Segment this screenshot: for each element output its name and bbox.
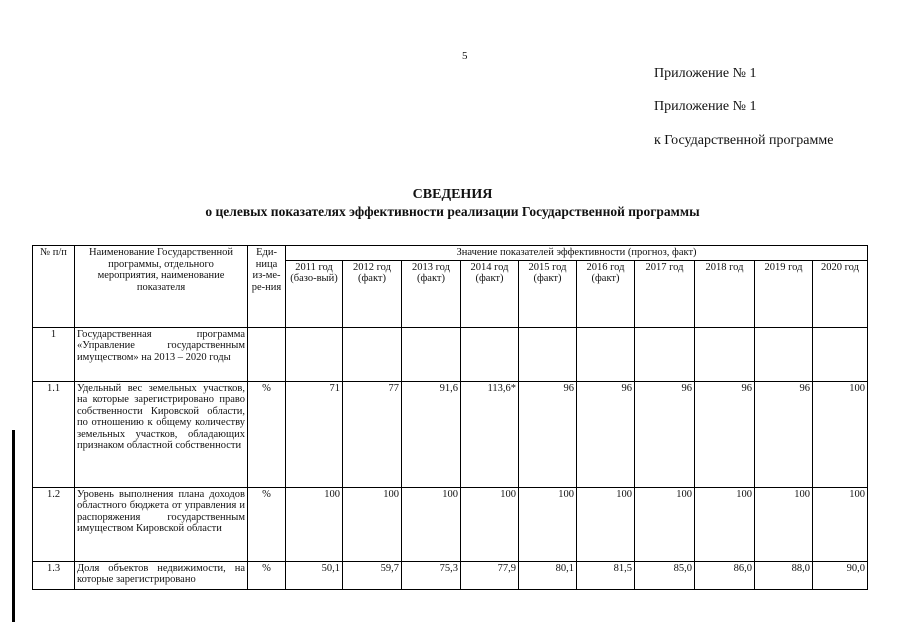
row-value: 81,5 <box>577 561 635 589</box>
row-num: 1.3 <box>33 561 75 589</box>
header-year: 2013 год (факт) <box>402 260 461 327</box>
header-year: 2015 год (факт) <box>519 260 577 327</box>
row-unit: % <box>248 561 286 589</box>
row-value: 96 <box>577 381 635 487</box>
row-value: 59,7 <box>343 561 402 589</box>
row-value: 96 <box>519 381 577 487</box>
row-value: 75,3 <box>402 561 461 589</box>
row-value <box>519 327 577 381</box>
row-value: 100 <box>343 487 402 561</box>
row-value: 113,6* <box>461 381 519 487</box>
table-row <box>33 381 868 487</box>
row-value: 100 <box>755 487 813 561</box>
row-value: 91,6 <box>402 381 461 487</box>
row-value <box>577 327 635 381</box>
page-number: 5 <box>462 50 468 62</box>
row-value: 100 <box>635 487 695 561</box>
row-value: 85,0 <box>635 561 695 589</box>
header-year: 2018 год <box>695 260 755 327</box>
row-value <box>461 327 519 381</box>
header-num: № п/п <box>33 246 75 328</box>
row-value <box>755 327 813 381</box>
row-value: 100 <box>402 487 461 561</box>
header-unit: Еди-ница из-ме-ре-ния <box>248 246 286 328</box>
row-value: 100 <box>461 487 519 561</box>
table-row <box>33 327 868 381</box>
row-value <box>402 327 461 381</box>
row-value: 100 <box>813 381 868 487</box>
header-year: 2019 год <box>755 260 813 327</box>
header-year: 2012 год (факт) <box>343 260 402 327</box>
header-name: Наименование Государственной программы, отдельного мероприятия, наименование показателя <box>75 246 248 328</box>
table-row <box>33 487 868 561</box>
header-values-group: Значение показателей эффективности (прогноз, факт) <box>286 246 868 261</box>
document-title-block <box>0 187 905 220</box>
row-name: Удельный вес земельных участков, на которые зарегистрировано право собственности Кировской области, по отношению к общему количеству земельных участков, обладающих признаком областной собственности <box>75 381 248 487</box>
row-unit <box>248 327 286 381</box>
row-value: 96 <box>755 381 813 487</box>
row-value <box>695 327 755 381</box>
row-num: 1 <box>33 327 75 381</box>
row-value: 77,9 <box>461 561 519 589</box>
row-value: 71 <box>286 381 343 487</box>
row-value: 88,0 <box>755 561 813 589</box>
row-value: 50,1 <box>286 561 343 589</box>
document-subtitle: о целевых показателях эффективности реализации Государственной программы <box>205 204 700 219</box>
document-title: СВЕДЕНИЯ <box>412 187 493 202</box>
indicators-table <box>32 245 868 590</box>
row-value: 96 <box>695 381 755 487</box>
row-value: 96 <box>635 381 695 487</box>
row-value <box>635 327 695 381</box>
table-row <box>33 561 868 589</box>
appendix-line-3: к Государственной программе <box>654 133 834 148</box>
table-header-row <box>33 246 868 261</box>
row-name: Государственная программа «Управление государственным имуществом» на 2013 – 2020 годы <box>75 327 248 381</box>
header-year: 2020 год <box>813 260 868 327</box>
header-year: 2017 год <box>635 260 695 327</box>
row-value: 77 <box>343 381 402 487</box>
row-value <box>813 327 868 381</box>
row-value: 100 <box>695 487 755 561</box>
row-value <box>343 327 402 381</box>
row-value: 100 <box>813 487 868 561</box>
row-value: 100 <box>519 487 577 561</box>
row-value: 80,1 <box>519 561 577 589</box>
row-num: 1.2 <box>33 487 75 561</box>
row-value: 90,0 <box>813 561 868 589</box>
header-year: 2014 год (факт) <box>461 260 519 327</box>
row-value <box>286 327 343 381</box>
row-unit: % <box>248 381 286 487</box>
row-name: Доля объектов недвижимости, на которые зарегистрировано <box>75 561 248 589</box>
appendix-line-2: Приложение № 1 <box>654 99 757 114</box>
row-value: 86,0 <box>695 561 755 589</box>
scan-edge-mark <box>12 430 15 622</box>
row-num: 1.1 <box>33 381 75 487</box>
appendix-line-1: Приложение № 1 <box>654 66 757 81</box>
row-unit: % <box>248 487 286 561</box>
row-value: 100 <box>577 487 635 561</box>
header-year: 2011 год (базо-вый) <box>286 260 343 327</box>
row-value: 100 <box>286 487 343 561</box>
row-name: Уровень выполнения плана доходов областного бюджета от управления и распоряжения государственным имуществом Кировской области <box>75 487 248 561</box>
header-year: 2016 год (факт) <box>577 260 635 327</box>
